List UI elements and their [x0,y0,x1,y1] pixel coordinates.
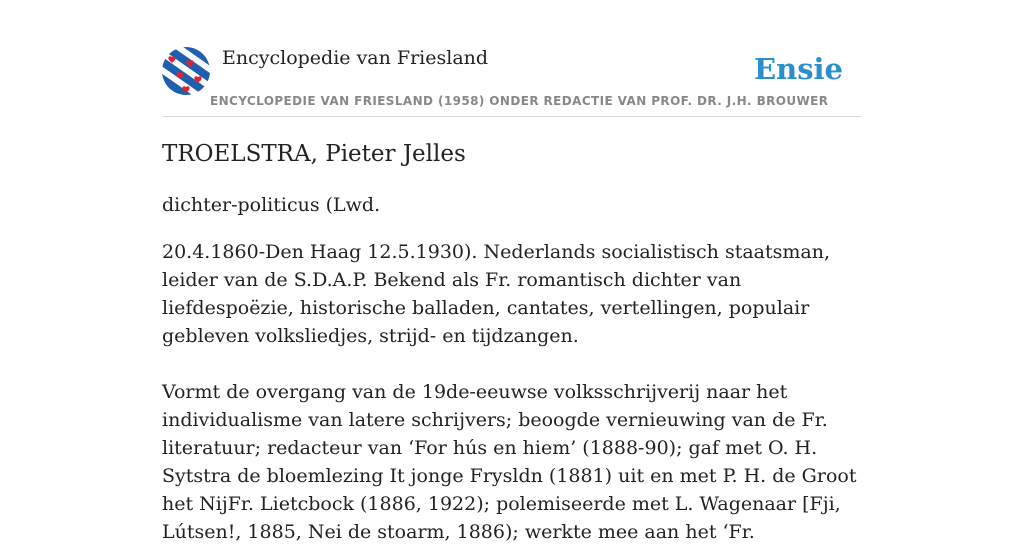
article [162,138,864,546]
article-lead: dichter-politicus (Lwd. [162,194,381,216]
encyclopedia-subtitle: ENCYCLOPEDIE VAN FRIESLAND (1958) ONDER REDACTIE VAN PROF. DR. J.H. BROUWER [210,94,829,108]
site-header [162,44,862,117]
site-title-link[interactable]: Encyclopedie van Friesland [222,47,489,69]
article-paragraph: Vormt de overgang van de 19de-eeuwse volksschrijverij naar het individualisme van latere schrijvers; beoogde vernieuwing van de Fr. literatuur; redacteur van ‘For hús en hiem’ (1888-90); gaf met O. H. Sytstra de bloemlezing It jonge Frysldn (1881) uit en met P. H. de Groot het NijFr. Lietcbock (1886, 1922); polemiseerde met L. Wagenaar [Fji, Lútsen!, 1885, Nei de stoarm, 1886); werkte mee aan het ‘Fr. [162,381,857,543]
article-title: TROELSTRA, Pieter Jelles [162,141,466,167]
article-paragraph: 20.4.1860-Den Haag 12.5.1930). Nederlands socialistisch staatsman, leider van de S.D.A.P. Bekend als Fr. romantisch dichter van liefdespoëzie, historische balladen, cantates, vertellingen, populair gebleven volksliedjes, strijd- en tijdzangen. [162,241,831,347]
ensie-brand-link[interactable]: Ensie [754,52,843,86]
frisian-flag-logo-icon[interactable] [162,47,210,95]
